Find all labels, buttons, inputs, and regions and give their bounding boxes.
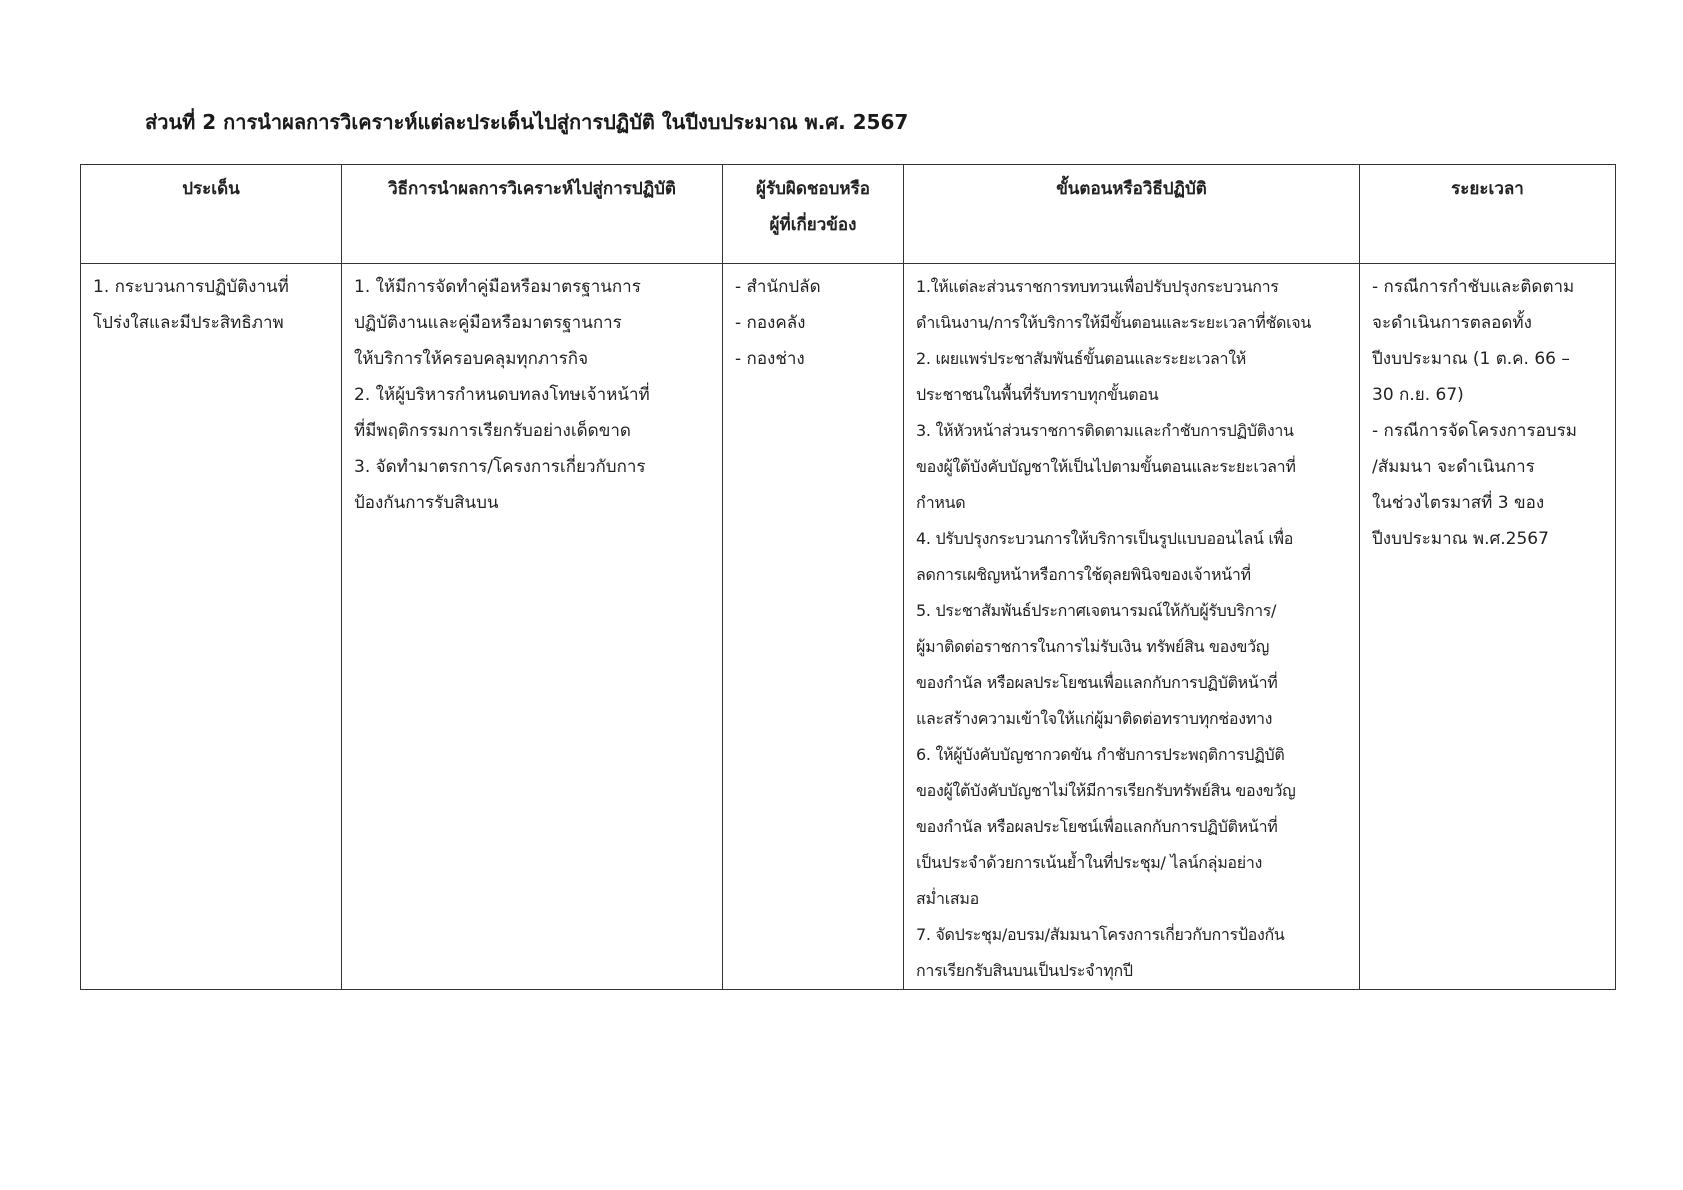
text-line: 30 ก.ย. 67): [1372, 385, 1464, 405]
text-line: ของผู้ใต้บังคับบัญชาไม่ให้มีการเรียกรับทรัพย์สิน ของขวัญ: [916, 781, 1296, 800]
text-line: ผู้มาติดต่อราชการในการไม่รับเงิน ทรัพย์สิน ของขวัญ: [916, 637, 1270, 656]
text-line: 3. จัดทำมาตรการ/โครงการเกี่ยวกับการ: [354, 457, 646, 477]
page-title: ส่วนที่ 2 การนำผลการวิเคราะห์แต่ละประเด็นไปสู่การปฏิบัติ ในปีงบประมาณ พ.ศ. 2567: [145, 110, 909, 134]
text-line: ปีงบประมาณ พ.ศ.2567: [1372, 529, 1549, 549]
text-line: เป็นประจำด้วยการเน้นย้ำในที่ประชุม/ ไลน์กลุ่มอย่าง: [916, 853, 1263, 872]
header-period: ระยะเวลา: [1360, 165, 1616, 264]
text-line: ของกำนัล หรือผลประโยชน์เพื่อแลกกับการปฏิบัติหน้าที่: [916, 817, 1278, 836]
text-line: 2. เผยแพร่ประชาสัมพันธ์ขั้นตอนและระยะเวลาให้: [916, 349, 1246, 368]
text-line: /สัมมนา จะดำเนินการ: [1372, 457, 1535, 477]
text-line: ประชาชนในพื้นที่รับทราบทุกขั้นตอน: [916, 385, 1159, 404]
header-method: วิธีการนำผลการวิเคราะห์ไปสู่การปฏิบัติ: [342, 165, 723, 264]
text-line: ปฏิบัติงานและคู่มือหรือมาตรฐานการ: [354, 313, 622, 333]
text-line: ป้องกันการรับสินบน: [354, 493, 499, 513]
header-steps: ขั้นตอนหรือวิธีปฏิบัติ: [904, 165, 1360, 264]
action-plan-table: [80, 164, 1616, 990]
header-issue: ประเด็น: [81, 165, 342, 264]
text-line: 4. ปรับปรุงกระบวนการให้บริการเป็นรูปแบบออนไลน์ เพื่อ: [916, 529, 1294, 548]
text-line: ที่มีพฤติกรรมการเรียกรับอย่างเด็ดขาด: [354, 421, 631, 441]
text-line: ของกำนัล หรือผลประโยชนเพื่อแลกกับการปฏิบัติหน้าที่: [916, 673, 1278, 692]
text-line: 1. กระบวนการปฏิบัติงานที่: [93, 277, 289, 297]
text-line: สม่ำเสมอ: [916, 889, 979, 908]
cell-method: [342, 264, 723, 990]
text-line: - กองช่าง: [735, 349, 805, 369]
text-line: 6. ให้ผู้บังคับบัญชากวดขัน กำชับการประพฤติการปฏิบัติ: [916, 745, 1285, 764]
text-line: ให้บริการให้ครอบคลุมทุกภารกิจ: [354, 349, 589, 369]
text-line: และสร้างความเข้าใจให้แก่ผู้มาติดต่อทราบทุกช่องทาง: [916, 709, 1273, 728]
text-line: 1. ให้มีการจัดทำคู่มือหรือมาตรฐานการ: [354, 277, 641, 297]
text-line: - กรณีการกำชับและติดตาม: [1372, 277, 1575, 297]
text-line: ดำเนินงาน/การให้บริการให้มีขั้นตอนและระยะเวลาที่ชัดเจน: [916, 313, 1311, 332]
cell-responsible: [723, 264, 904, 990]
text-line: 7. จัดประชุม/อบรม/สัมมนาโครงการเกี่ยวกับการป้องกัน: [916, 925, 1285, 944]
text-line: 2. ให้ผู้บริหารกำหนดบทลงโทษเจ้าหน้าที่: [354, 385, 650, 405]
text-line: โปร่งใสและมีประสิทธิภาพ: [93, 313, 284, 333]
text-line: ปีงบประมาณ (1 ต.ค. 66 –: [1372, 349, 1570, 369]
text-line: จะดำเนินการตลอดทั้ง: [1372, 313, 1532, 333]
text-line: - กรณีการจัดโครงการอบรม: [1372, 421, 1577, 441]
text-line: 5. ประชาสัมพันธ์ประกาศเจตนารมณ์ให้กับผู้รับบริการ/: [916, 601, 1277, 620]
text-line: ของผู้ใต้บังคับบัญชาให้เป็นไปตามขั้นตอนและระยะเวลาที่: [916, 457, 1296, 476]
table-header-row: [81, 165, 1616, 264]
header-responsible-line: ผู้ที่เกี่ยวข้อง: [769, 215, 857, 235]
cell-period: [1360, 264, 1616, 990]
text-line: 1.ให้แต่ละส่วนราชการทบทวนเพื่อปรับปรุงกระบวนการ: [916, 277, 1279, 296]
cell-issue: [81, 264, 342, 990]
cell-steps: [904, 264, 1360, 990]
text-line: 3. ให้หัวหน้าส่วนราชการติดตามและกำชับการปฏิบัติงาน: [916, 421, 1294, 440]
text-line: กำหนด: [916, 493, 966, 512]
text-line: ในช่วงไตรมาสที่ 3 ของ: [1372, 493, 1545, 513]
text-line: ลดการเผชิญหน้าหรือการใช้ดุลยพินิจของเจ้าหน้าที่: [916, 565, 1251, 584]
text-line: - กองคลัง: [735, 313, 806, 333]
text-line: การเรียกรับสินบนเป็นประจำทุกปี: [916, 961, 1133, 980]
header-responsible: [723, 165, 904, 264]
table-row: [81, 264, 1616, 990]
header-responsible-line: ผู้รับผิดชอบหรือ: [756, 179, 870, 199]
text-line: - สำนักปลัด: [735, 277, 821, 297]
